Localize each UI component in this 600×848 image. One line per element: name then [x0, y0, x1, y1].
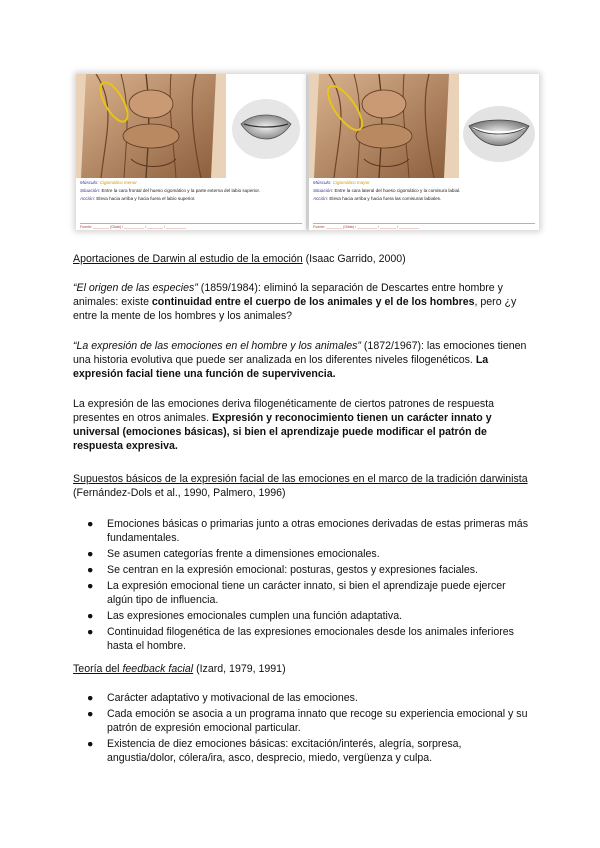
list-item-text: Se centran en la expresión emocional: posturas, gestos y expresiones faciales.: [107, 564, 478, 576]
caption-value: Cigomático menor: [99, 180, 137, 185]
list-item-text: Cada emoción se asocia a un programa innato que recoge su experiencia emocional y su patrón de expresión emocional particular.: [107, 708, 528, 734]
figure-caption: [313, 180, 535, 229]
list-item: [73, 547, 533, 561]
heading-text: Supuestos básicos de la expresión facial de las emociones en el marco de la tradición darwinista: [73, 473, 528, 485]
bullet-icon: ●: [87, 738, 94, 750]
caption-value: Cigomático mayor: [332, 180, 370, 185]
figure-zygomatic-minor: [76, 74, 306, 230]
bullet-icon: ●: [87, 548, 94, 560]
caption-label: Músculo:: [313, 180, 332, 185]
list-item: [73, 579, 533, 607]
list-item-text: Carácter adaptativo y motivacional de las emociones.: [107, 692, 358, 704]
caption-label: Situación:: [80, 188, 101, 193]
heading-ref: (Isaac Garrido, 2000): [302, 253, 406, 265]
bullet-icon: ●: [87, 610, 94, 622]
list-item-text: Continuidad filogenética de las expresiones emocionales desde los animales inferiores hasta el hombre.: [107, 626, 514, 652]
list-item-text: Emociones básicas o primarias junto a otras emociones derivadas de estas primeras más fundamentales.: [107, 518, 528, 544]
caption-source: Fuente: ________ (Gitab) / __________ / ________ / __________: [80, 225, 187, 229]
list-item-text: Se asumen categorías frente a dimensiones emocionales.: [107, 548, 380, 560]
caption-label: Acción:: [313, 196, 329, 201]
caption-label: Músculo:: [80, 180, 99, 185]
paragraph-bold: Expresión y reconocimiento tienen un carácter innato y universal (emociones básicas), si bien el aprendizaje puede modificar el patrón de respuesta expresiva.: [73, 412, 492, 452]
list-item: [73, 609, 533, 623]
list-item-text: Existencia de diez emociones básicas: excitación/interés, alegría, sorpresa, angustia/dolor, cólera/ira, asco, desprecio, miedo, vergüenza y culpa.: [107, 738, 462, 764]
section-heading-darwin: [73, 252, 533, 266]
paragraph-origen-especies: [73, 281, 533, 323]
caption-value: Eleva hacia arriba y hacia fuera el labio superior.: [96, 196, 196, 201]
work-title: “La expresión de las emociones en el hombre y los animales”: [73, 340, 361, 352]
list-item: [73, 707, 533, 735]
figure-caption: [80, 180, 302, 229]
bullet-icon: ●: [87, 518, 94, 530]
section-heading-feedback-facial: [73, 662, 533, 676]
heading-ref: (Fernández-Dols et al., 1990, Palmero, 1996): [73, 487, 286, 499]
bullet-icon: ●: [87, 626, 94, 638]
heading-ref: (Izard, 1979, 1991): [193, 663, 286, 675]
caption-rule: [80, 223, 302, 224]
caption-rule: [313, 223, 535, 224]
paragraph-expresion-emociones: [73, 339, 533, 381]
bullet-icon: ●: [87, 580, 94, 592]
figure-zygomatic-major: [309, 74, 539, 230]
caption-label: Situación:: [313, 188, 334, 193]
list-item: [73, 737, 533, 765]
paragraph-text: (1872/1967): las emociones tienen una historia evolutiva que puede ser analizada en los diferentes niveles filogenéticos.: [73, 340, 527, 366]
section-heading-supuestos: [73, 472, 533, 500]
heading-text: Aportaciones de Darwin al estudio de la emoción: [73, 253, 303, 265]
work-title: “El origen de las especies”: [73, 282, 198, 294]
list-item: [73, 625, 533, 653]
paragraph-text: (1859/1984): eliminó la separación de Descartes entre hombre y animales: existe: [73, 282, 503, 308]
heading-text: Teoría del: [73, 663, 123, 675]
list-item-text: La expresión emocional tiene un carácter innato, si bien el aprendizaje puede ejercer algún tipo de influencia.: [107, 580, 506, 606]
caption-value: Entre la cara lateral del hueso cigomático y la comisura labial.: [334, 188, 461, 193]
list-item: [73, 517, 533, 545]
heading-italic: feedback facial: [122, 663, 194, 675]
bullet-icon: ●: [87, 564, 94, 576]
caption-value: Eleva hacia arriba y hacia fuera las comisuras labiales.: [329, 196, 442, 201]
bullet-icon: ●: [87, 692, 94, 704]
list-feedback-facial: [73, 691, 533, 767]
paragraph-bold: La expresión facial tiene una función de supervivencia.: [73, 354, 489, 380]
anatomy-illustration: [76, 74, 306, 178]
bullet-icon: ●: [87, 708, 94, 720]
list-supuestos: [73, 517, 533, 655]
paragraph-text: La expresión de las emociones deriva filogenéticamente de ciertos patrones de respuesta presentes en otros animales.: [73, 398, 495, 424]
caption-value: Entre la cara frontal del hueso cigomático y la parte externa del labio superior.: [101, 188, 261, 193]
caption-source: Fuente: ________ (Gitab) / __________ / ________ / __________: [313, 225, 420, 229]
caption-label: Acción:: [80, 196, 96, 201]
list-item: [73, 691, 533, 705]
paragraph-text: , pero ¿y entre la mente de los hombres y los animales?: [73, 296, 517, 322]
paragraph-bold: continuidad entre el cuerpo de los animales y el de los hombres: [151, 296, 475, 308]
list-item: [73, 563, 533, 577]
paragraph-filogenetica: [73, 397, 533, 453]
anatomy-illustration: [309, 74, 539, 178]
list-item-text: Las expresiones emocionales cumplen una función adaptativa.: [107, 610, 403, 622]
